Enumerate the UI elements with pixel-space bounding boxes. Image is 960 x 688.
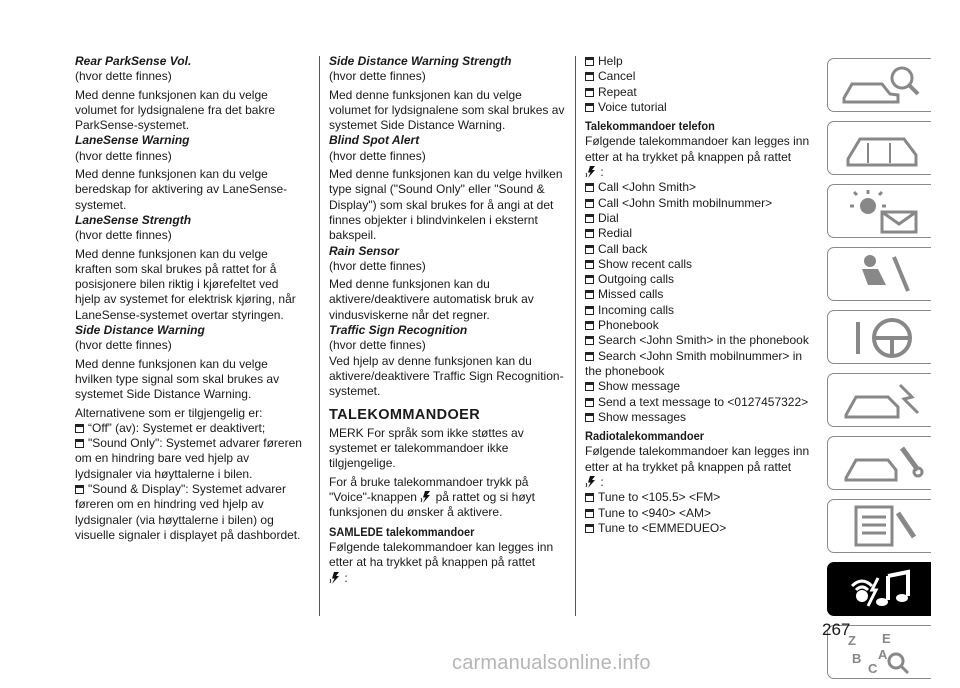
section-heading: Side Distance Warning: [75, 323, 205, 338]
warning-light-envelope-icon: [838, 188, 926, 234]
tab-multimedia[interactable]: [827, 562, 931, 616]
voice-icon-line: :: [585, 475, 821, 490]
availability-note: (hvor dette finnes): [329, 258, 426, 273]
voice-command-icon: [420, 490, 432, 504]
svg-text:Z: Z: [848, 633, 856, 648]
list-item: "Sound & Display": Systemet advarer føreren om en hindring ved hjelp av lydsignaler (via høyttalerne i bilen) og visuelle signaler i displayet på dashbordet.: [75, 482, 301, 542]
list-item: Incoming calls: [585, 303, 821, 318]
page-number: 267: [822, 620, 851, 639]
tab-car-door[interactable]: [827, 121, 931, 175]
list-item: Redial: [585, 226, 821, 241]
bullet-icon: [75, 485, 84, 494]
voice-icon-line: :: [329, 571, 565, 586]
list-item: Outgoing calls: [585, 272, 821, 287]
list-item: Show messages: [585, 410, 821, 425]
list-item: “Off” (av): Systemet er deaktivert;: [75, 421, 307, 436]
bullet-icon: [585, 413, 594, 422]
list-item: Call <John Smith mobilnummer>: [585, 196, 821, 211]
airbag-seat-icon: [838, 251, 926, 297]
svg-text:B: B: [852, 651, 862, 666]
tab-car-search[interactable]: [827, 58, 931, 112]
column-2: [329, 54, 565, 586]
section-heading: Side Distance Warning Strength: [329, 54, 512, 68]
list-item: Missed calls: [585, 287, 821, 302]
availability-note: (hvor dette finnes): [329, 148, 426, 163]
index-icon: [838, 629, 926, 675]
bullet-icon: [585, 57, 594, 66]
paragraph: Ved hjelp av denne funksjonen kan du aktivere/deaktivere Traffic Sign Recognition-systemet.: [329, 353, 564, 399]
tab-service[interactable]: [827, 436, 931, 490]
voice-icon-line: :: [585, 165, 821, 180]
subsection-heading: SAMLEDE talekommandoer: [329, 524, 475, 539]
note-paragraph: MERK For språk som ikke støttes av systemet er talekommandoer ikke tilgjengelige.: [329, 425, 524, 471]
bullet-icon: [585, 199, 594, 208]
availability-note: (hvor dette finnes): [75, 69, 172, 84]
bullet-icon: [585, 493, 594, 502]
list-item: Voice tutorial: [585, 100, 821, 115]
section-heading: Rain Sensor: [329, 243, 400, 258]
subsection-heading: Radiotalekommandoer: [585, 429, 705, 444]
bullet-icon: [75, 424, 84, 433]
bullet-icon: [585, 214, 594, 223]
bullet-icon: [585, 229, 594, 238]
tab-specifications[interactable]: [827, 499, 931, 553]
availability-note: (hvor dette finnes): [329, 69, 426, 84]
section-heading: Blind Spot Alert: [329, 133, 420, 148]
list-item: Search <John Smith> in the phonebook: [585, 333, 821, 348]
bullet-icon: [585, 183, 594, 192]
list-item: Cancel: [585, 69, 821, 84]
phone-command-list: [585, 180, 821, 425]
bullet-icon: [585, 382, 594, 391]
voice-command-icon: [329, 571, 341, 585]
svg-text:A: A: [878, 647, 888, 662]
chapter-heading: TALEKOMMANDOER: [329, 406, 481, 423]
section-heading: Rear ParkSense Vol.: [75, 54, 192, 68]
paragraph: Med denne funksjonen kan du velge hvilken type signal som skal brukes av systemet Side Distance Warning.: [75, 356, 280, 402]
bullet-icon: [585, 509, 594, 518]
specifications-list-icon: [838, 503, 926, 549]
paragraph: Med denne funksjonen kan du velge volumet for lydsignalene fra det bakre ParkSense-systemet.: [75, 87, 276, 133]
multimedia-icon: [838, 566, 926, 612]
svg-text:E: E: [882, 631, 891, 646]
paragraph: Med denne funksjonen kan du aktivere/deaktivere automatisk bruk av vindusviskerne når det regner.: [329, 277, 534, 322]
list-item: Repeat: [585, 85, 821, 100]
watermark: carmanualsonline.info: [452, 652, 651, 674]
list-item: Show message: [585, 379, 821, 394]
list-item: Send a text message to <0127457322>: [585, 395, 821, 410]
car-search-icon: [838, 62, 926, 108]
paragraph: Med denne funksjonen kan du velge hvilken type signal ("Sound Only" eller "Sound & Display") som skal brukes for å angi at det finnes objekter i blindvinkelen i eksternt bakspeil.: [329, 167, 563, 243]
paragraph: For å bruke talekommandoer trykk på "Voice"-knappen på rattet og si høyt funksjonen du ønsker å aktivere.: [329, 474, 535, 520]
bullet-icon: [585, 352, 594, 361]
list-item: Call <John Smith>: [585, 180, 821, 195]
column-3: [585, 54, 821, 536]
paragraph: Med denne funksjonen kan du velge volumet for lydsignalene som skal brukes av systemet Side Distance Warning.: [329, 87, 565, 133]
bullet-icon: [585, 275, 594, 284]
availability-note: (hvor dette finnes): [75, 228, 172, 243]
general-command-list: [585, 54, 821, 115]
list-item: Call back: [585, 242, 821, 257]
section-heading: Traffic Sign Recognition: [329, 323, 468, 338]
list-item: Search <John Smith mobilnummer> in the phonebook: [585, 348, 803, 378]
column-1: [75, 54, 307, 543]
paragraph: Følgende talekommandoer kan legges inn etter at ha trykket på knappen på rattet: [585, 444, 810, 474]
paragraph: Følgende talekommandoer kan legges inn etter at ha trykket på knappen på rattet: [329, 539, 554, 570]
list-item: Tune to <940> <AM>: [585, 506, 821, 521]
bullet-icon: [585, 398, 594, 407]
bullet-icon: [585, 103, 594, 112]
crash-car-icon: [838, 377, 926, 423]
tab-driving[interactable]: [827, 310, 931, 364]
list-item: "Sound Only": Systemet advarer føreren om en hindring bare ved hjelp av lydsignaler via høyttalerne i bilen.: [75, 436, 302, 481]
bullet-icon: [585, 72, 594, 81]
section-heading: LaneSense Strength: [75, 212, 192, 227]
svg-text:C: C: [868, 661, 878, 675]
tab-warning-lights[interactable]: [827, 184, 931, 238]
bullet-icon: [585, 321, 594, 330]
bullet-icon: [585, 524, 594, 533]
list-item: Phonebook: [585, 318, 821, 333]
section-heading: LaneSense Warning: [75, 133, 190, 148]
options-intro: Alternativene som er tilgjengelig er:: [75, 405, 263, 420]
list-item: Tune to <EMMEDUEO>: [585, 521, 821, 536]
steering-wheel-icon: [838, 314, 926, 360]
list-item: Help: [585, 54, 821, 69]
availability-note: (hvor dette finnes): [75, 148, 172, 163]
service-car-icon: [838, 440, 926, 486]
paragraph: Med denne funksjonen kan du velge beredskap for aktivering av LaneSense-systemet.: [75, 167, 288, 212]
radio-command-list: [585, 490, 821, 536]
tab-emergency[interactable]: [827, 373, 931, 427]
tab-safety[interactable]: [827, 247, 931, 301]
paragraph: Følgende talekommandoer kan legges inn etter at ha trykket på knappen på rattet: [585, 134, 810, 164]
availability-note: (hvor dette finnes): [75, 338, 172, 353]
bullet-icon: [585, 88, 594, 97]
voice-command-icon: [585, 475, 597, 489]
availability-note: (hvor dette finnes): [329, 338, 426, 353]
paragraph: Med denne funksjonen kan du velge kraften som skal brukes på rattet for å posisjonere bilen riktig i kjørefeltet ved hjelp av systemet for elektrisk kjøring, når LaneSense-systemet overtar styringen.: [75, 246, 296, 322]
car-door-icon: [838, 125, 926, 171]
column-divider: [319, 56, 320, 616]
list-item: Tune to <105.5> <FM>: [585, 490, 821, 505]
bullet-icon: [585, 245, 594, 254]
bullet-icon: [585, 290, 594, 299]
bullet-icon: [585, 336, 594, 345]
chapter-tabs: [827, 58, 931, 688]
bullet-icon: [75, 439, 84, 448]
bullet-icon: [585, 260, 594, 269]
bullet-icon: [585, 306, 594, 315]
list-item: Dial: [585, 211, 821, 226]
list-item: Show recent calls: [585, 257, 821, 272]
subsection-heading: Talekommandoer telefon: [585, 119, 715, 134]
voice-command-icon: [585, 165, 597, 179]
column-divider: [575, 56, 576, 616]
